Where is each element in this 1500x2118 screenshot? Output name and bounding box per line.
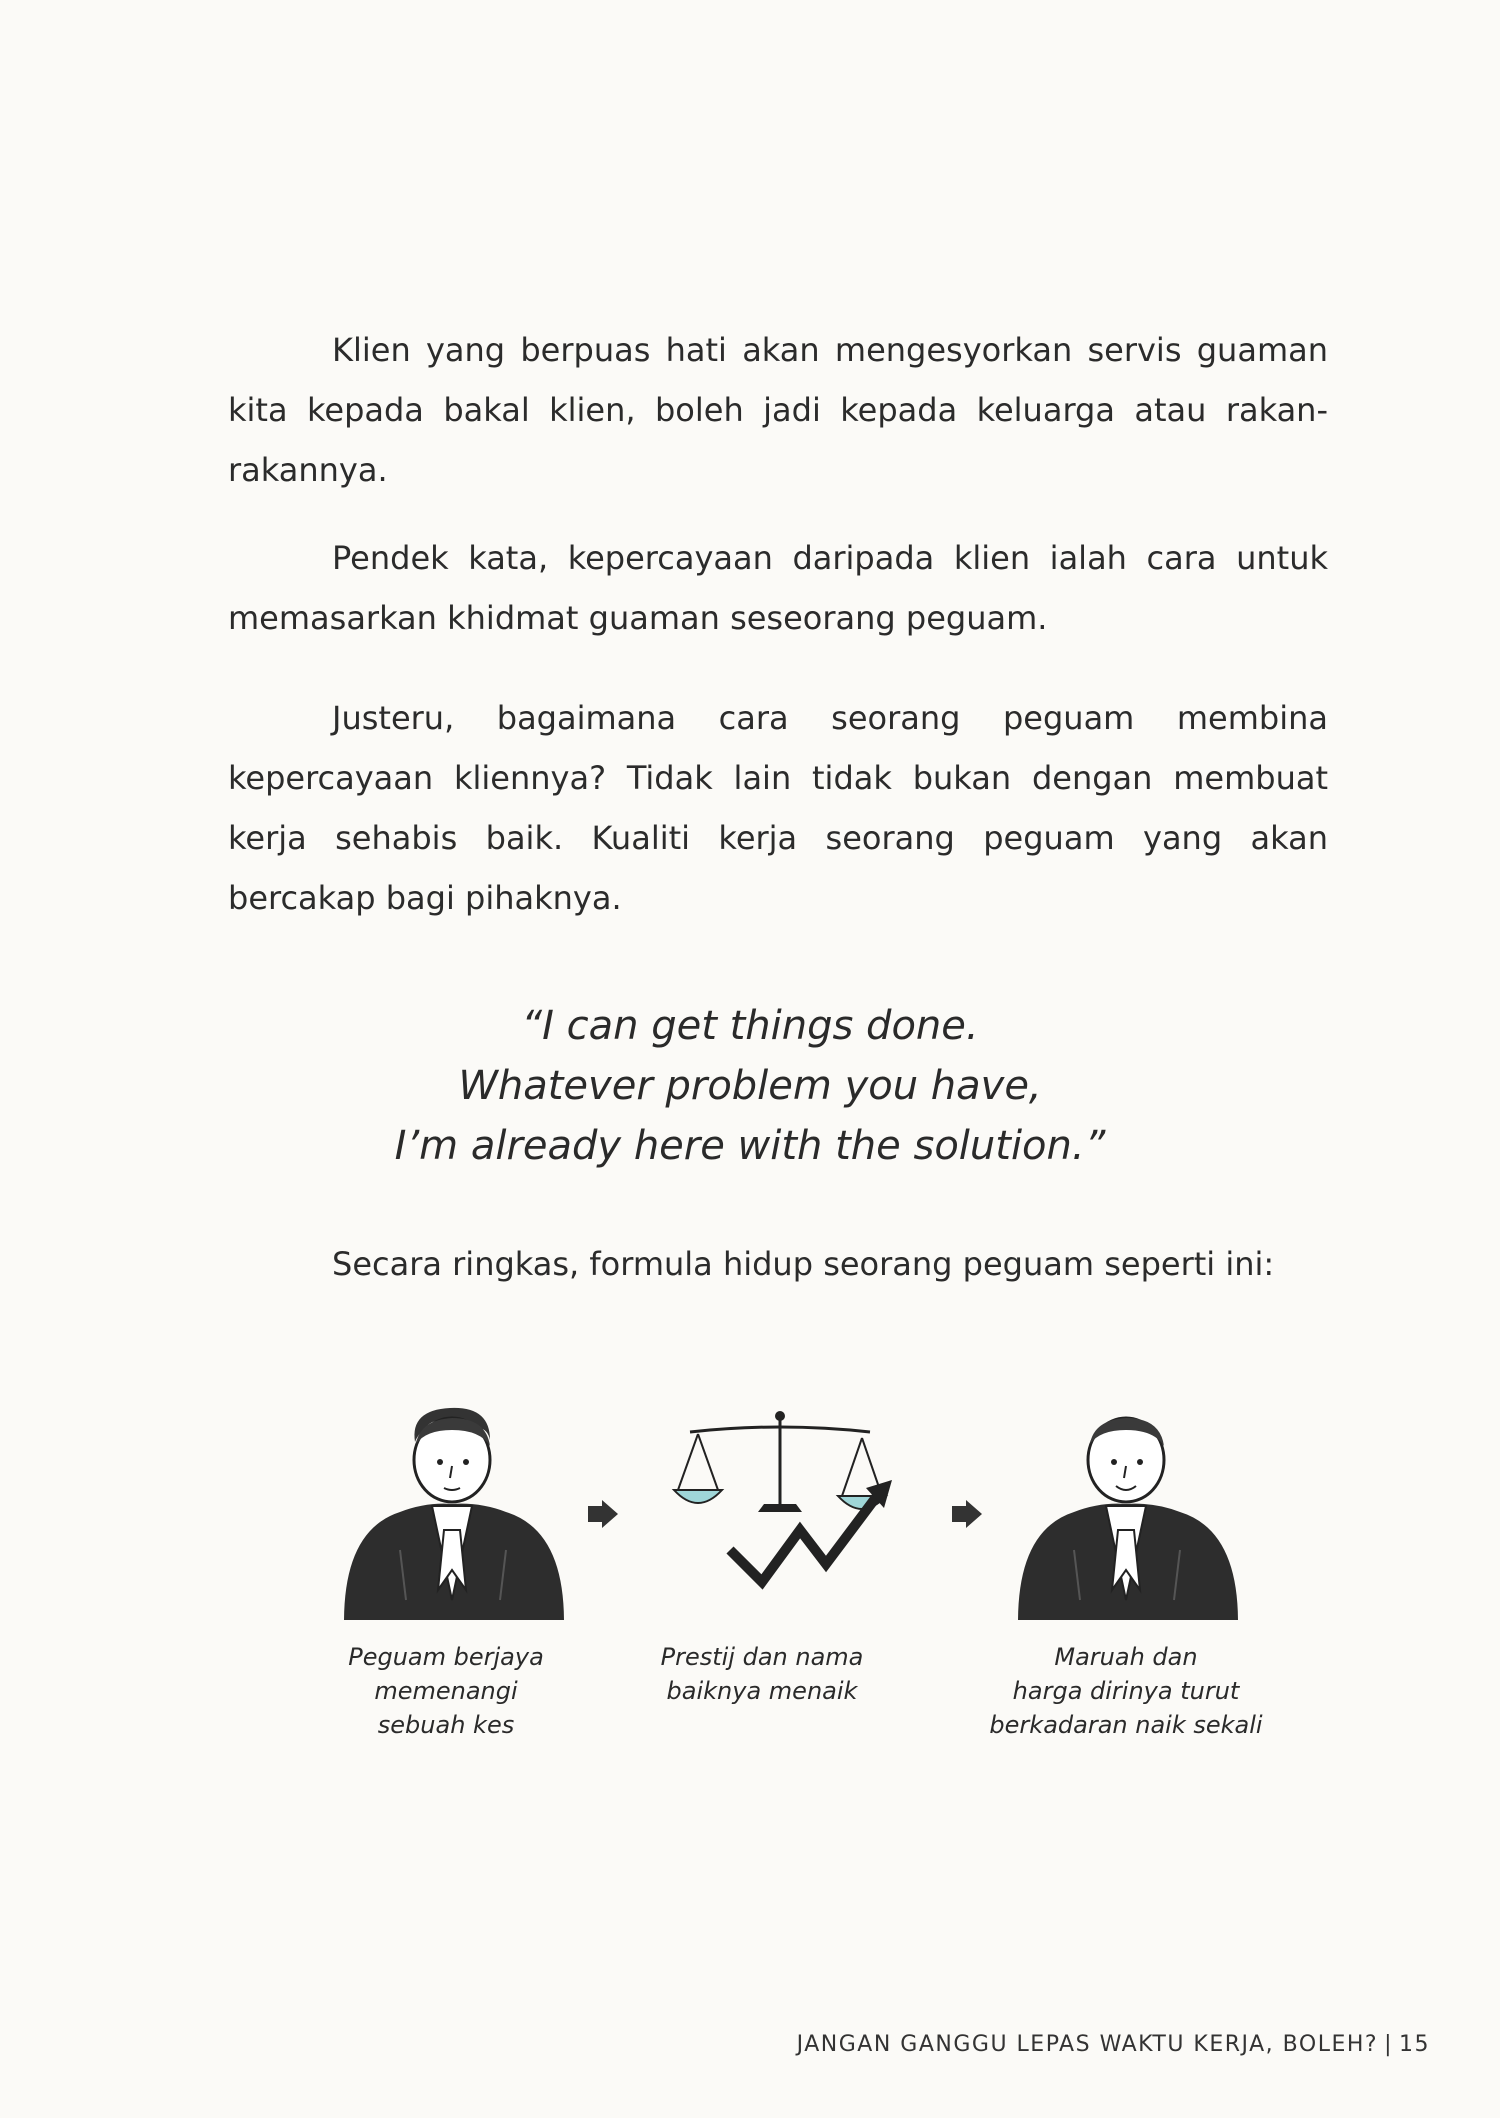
paragraph-3: Justeru, bagaimana cara seorang peguam membina kepercayaan kliennya? Tidak lain tidak bukan dengan membuat kerja sehabis baik. Kualiti kerja seorang peguam yang akan bercakap bagi pihaknya. <box>228 699 1328 917</box>
quote-line-1: “I can get things done. <box>521 1003 979 1049</box>
caption-line: baiknya menaik <box>666 1677 858 1705</box>
page-number: 15 <box>1399 2032 1430 2057</box>
quote-line-3: I’m already here with the solution.” <box>394 1123 1106 1169</box>
caption-line: berkadaran naik sekali <box>989 1711 1263 1739</box>
paragraph-1: Klien yang berpuas hati akan mengesyorkan servis guaman kita kepada bakal klien, boleh jadi kepada keluarga atau rakan-rakannya. <box>228 331 1328 489</box>
summary-sentence: Secara ringkas, formula hidup seorang peguam seperti ini: <box>332 1245 1275 1283</box>
caption-line: memenangi <box>374 1677 518 1705</box>
caption-step-3 <box>986 1640 1266 1742</box>
caption-line: harga dirinya turut <box>1012 1677 1240 1705</box>
arrow-right-icon <box>952 1500 982 1528</box>
pull-quote <box>300 996 1200 1176</box>
running-footer <box>797 2032 1430 2057</box>
quote-line-2: Whatever problem you have, <box>458 1063 1042 1109</box>
footer-separator: | <box>1384 2032 1393 2057</box>
scales-rising-icon <box>674 1411 892 1582</box>
caption-line: Prestij dan nama <box>660 1643 864 1671</box>
caption-line: Peguam berjaya <box>348 1643 544 1671</box>
lawyer-icon <box>344 1408 564 1620</box>
lawyer-icon <box>1018 1418 1238 1620</box>
caption-line: sebuah kes <box>377 1711 515 1739</box>
book-title: JANGAN GANGGU LEPAS WAKTU KERJA, BOLEH? <box>796 2032 1379 2057</box>
paragraph-2: Pendek kata, kepercayaan daripada klien ialah cara untuk memasarkan khidmat guaman seseorang peguam. <box>228 539 1328 637</box>
formula-illustration <box>340 1400 1240 1620</box>
caption-step-2 <box>622 1640 902 1708</box>
caption-step-1 <box>306 1640 586 1742</box>
caption-line: Maruah dan <box>1054 1643 1198 1671</box>
arrow-right-icon <box>588 1500 618 1528</box>
